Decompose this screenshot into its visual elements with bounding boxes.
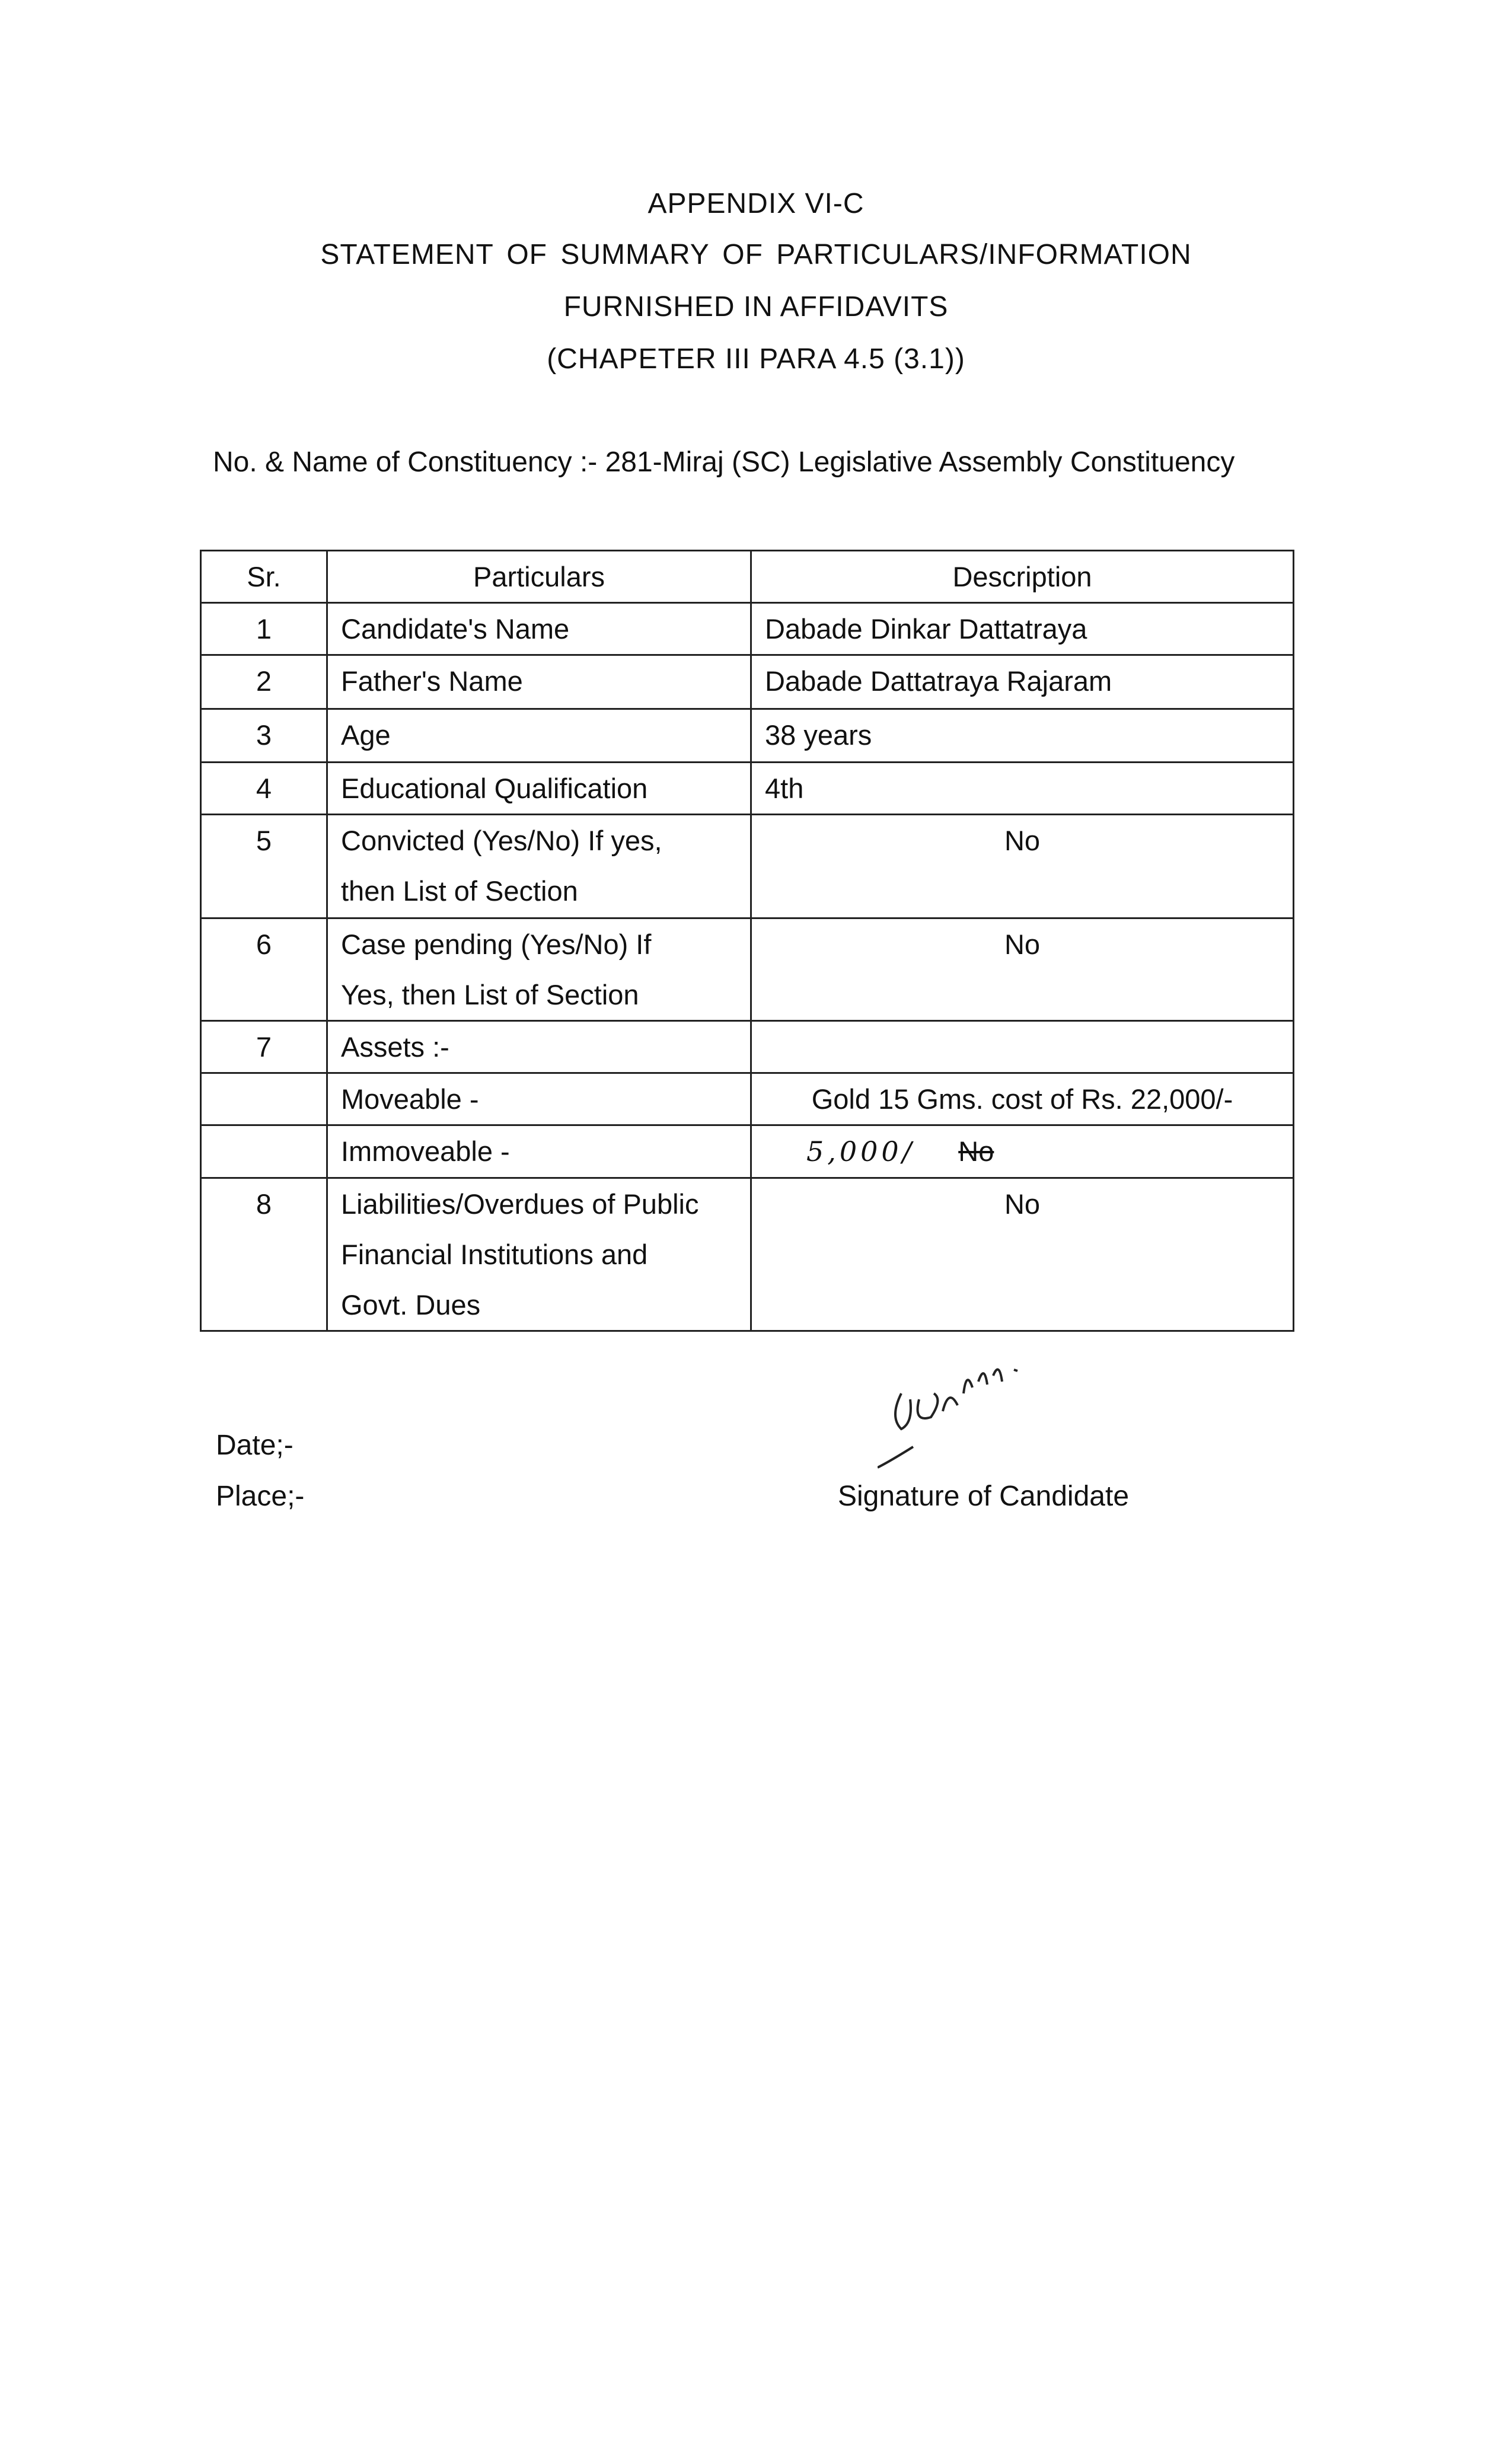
sr-cell: 2: [201, 655, 327, 709]
table-row: [201, 1021, 1294, 1073]
particular-cell: Age: [327, 709, 751, 763]
particular-line: Yes, then List of Section: [341, 979, 639, 1010]
description-cell: No: [751, 918, 1294, 1021]
particular-cell: Moveable -: [327, 1073, 751, 1125]
constituency-line: No. & Name of Constituency :- 281-Miraj (SC) Legislative Assembly Constituency: [213, 446, 1235, 478]
table-row: [201, 1178, 1294, 1331]
sr-cell: 3: [201, 709, 327, 763]
handwritten-amount: 5,000/: [806, 1135, 916, 1168]
sr-cell: 7: [201, 1021, 327, 1073]
header-description: Description: [751, 551, 1294, 603]
title-line-3: (CHAPETER III PARA 4.5 (3.1)): [547, 343, 965, 375]
particular-line: Case pending (Yes/No) If: [341, 929, 652, 960]
particular-line: Liabilities/Overdues of Public: [341, 1188, 699, 1220]
particular-line: then List of Section: [341, 875, 578, 907]
description-cell: Dabade Dinkar Dattatraya: [751, 603, 1294, 655]
particular-cell: Educational Qualification: [327, 763, 751, 815]
particular-cell: [327, 918, 751, 1021]
description-cell: [751, 1021, 1294, 1073]
particular-cell: [327, 1178, 751, 1331]
description-cell: 38 years: [751, 709, 1294, 763]
sr-cell: [201, 1073, 327, 1125]
description-cell: [751, 1125, 1294, 1178]
table-row: [201, 1125, 1294, 1178]
sr-cell: 4: [201, 763, 327, 815]
table-row: [201, 763, 1294, 815]
table-row: [201, 709, 1294, 763]
table-row: [201, 1073, 1294, 1125]
title-line-1: STATEMENT OF SUMMARY OF PARTICULARS/INFORMATION: [320, 239, 1192, 270]
appendix-heading: APPENDIX VI-C: [647, 188, 865, 219]
table-row: [201, 918, 1294, 1021]
description-cell: Dabade Dattatraya Rajaram: [751, 655, 1294, 709]
particular-cell: Assets :-: [327, 1021, 751, 1073]
table-row: [201, 655, 1294, 709]
title-line-2: FURNISHED IN AFFIDAVITS: [563, 291, 949, 323]
table-header-row: [201, 551, 1294, 603]
date-label: Date;-: [216, 1430, 294, 1461]
candidate-signature: [878, 1358, 1127, 1471]
sr-cell: 1: [201, 603, 327, 655]
sr-cell: 6: [201, 918, 327, 1021]
description-cell: Gold 15 Gms. cost of Rs. 22,000/-: [751, 1073, 1294, 1125]
particulars-table: [200, 550, 1294, 1332]
sr-cell: 5: [201, 815, 327, 918]
place-label: Place;-: [216, 1481, 305, 1512]
particular-line: Convicted (Yes/No) If yes,: [341, 825, 662, 856]
particular-cell: Candidate's Name: [327, 603, 751, 655]
table-row: [201, 815, 1294, 918]
header-sr: Sr.: [201, 551, 327, 603]
description-cell: 4th: [751, 763, 1294, 815]
particular-line: Financial Institutions and: [341, 1239, 648, 1270]
particular-cell: Immoveable -: [327, 1125, 751, 1178]
sr-cell: 8: [201, 1178, 327, 1331]
struck-value: No: [958, 1135, 994, 1167]
particular-cell: [327, 815, 751, 918]
description-cell: No: [751, 1178, 1294, 1331]
particular-line: Govt. Dues: [341, 1289, 481, 1321]
table-row: [201, 603, 1294, 655]
particular-cell: Father's Name: [327, 655, 751, 709]
signature-label: Signature of Candidate: [838, 1481, 1130, 1512]
sr-cell: [201, 1125, 327, 1178]
description-cell: No: [751, 815, 1294, 918]
header-particulars: Particulars: [327, 551, 751, 603]
